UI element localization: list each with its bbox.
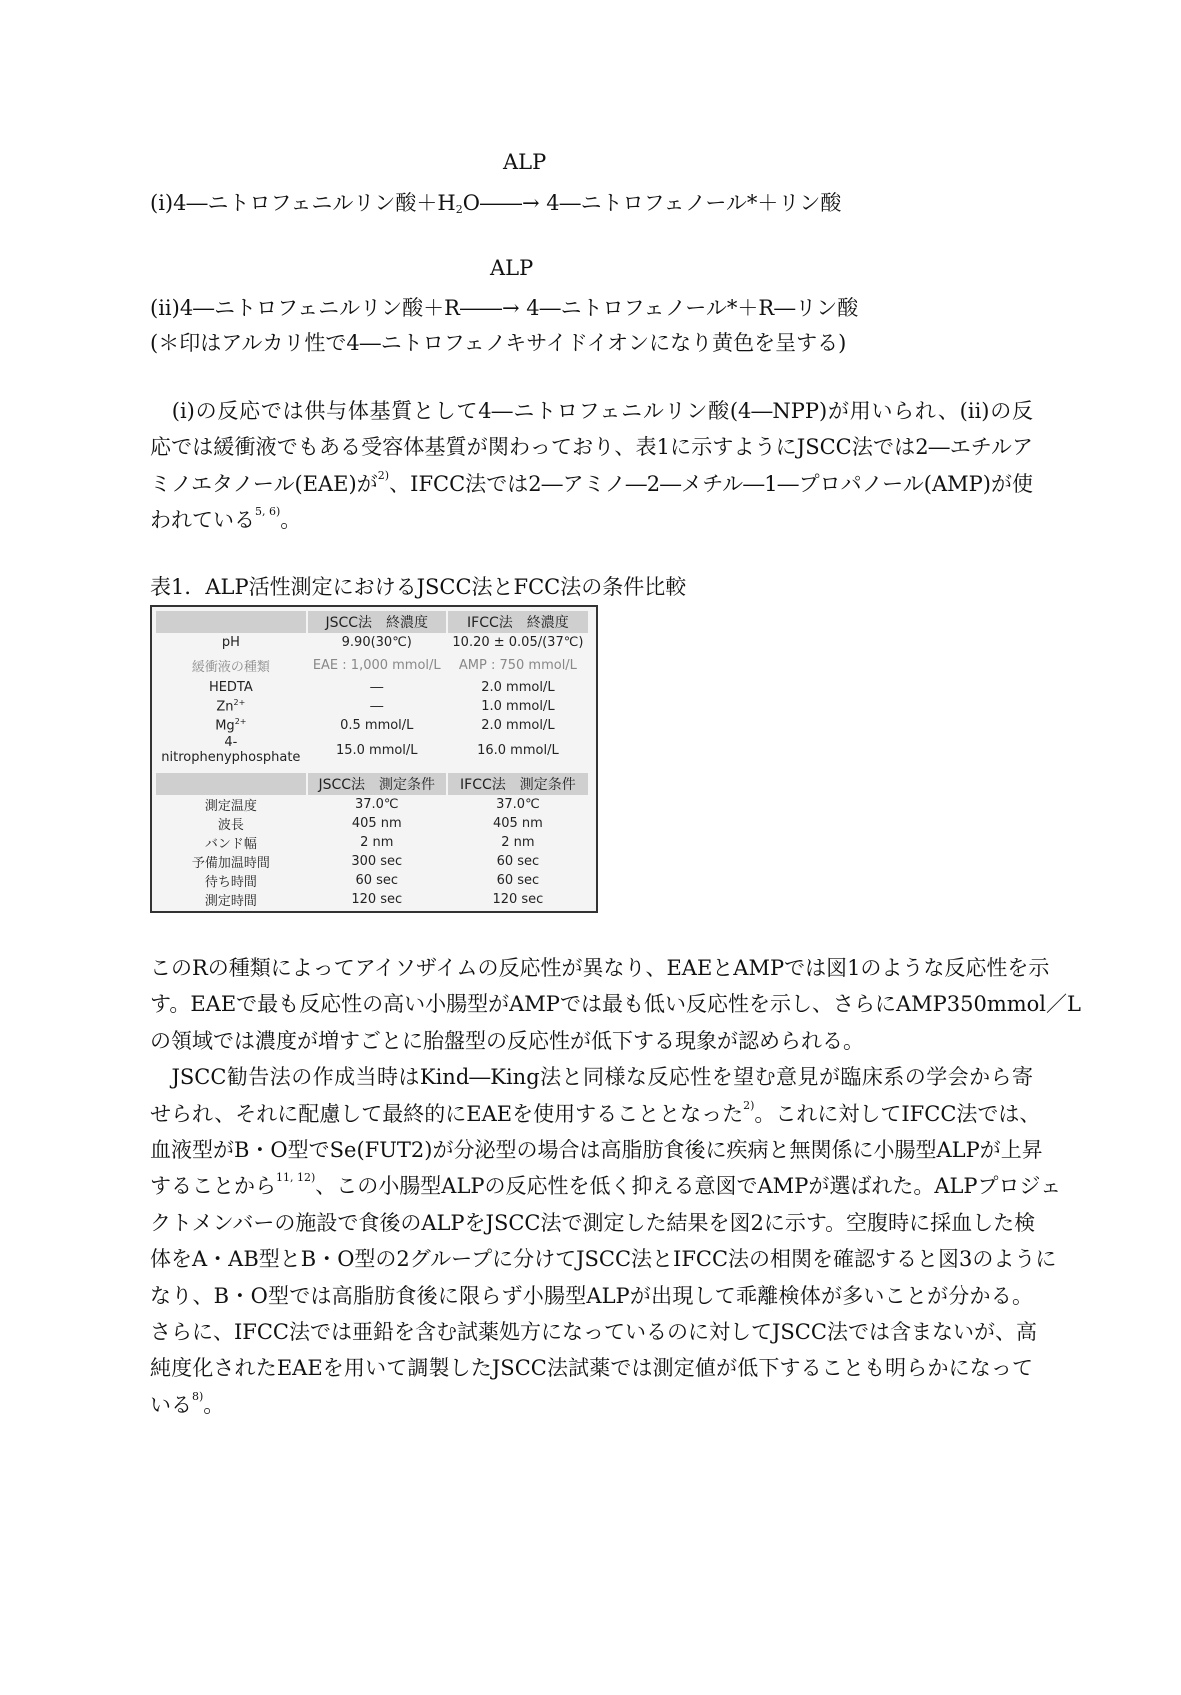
text-segment: せられ、それに配慮して最終的にEAEを使用することとなった: [150, 1101, 744, 1126]
text-segment: JSCC勧告法の作成当時はKind―King法と同様な反応性を望む意見が臨床系の学会から寄: [150, 1065, 1033, 1090]
table-row: [156, 716, 588, 735]
cell-text: 波長: [217, 818, 244, 833]
table-cell: [448, 735, 588, 765]
text-line: [150, 1096, 1041, 1132]
table-cell: [308, 814, 446, 833]
text-segment: ミノエタノール(EAE)が: [150, 471, 378, 496]
cell-text: ―: [370, 699, 384, 714]
cell-text: 37.0℃: [496, 797, 540, 812]
cell-text: 緩衝液の種類: [191, 659, 270, 675]
text-line: [150, 1168, 1062, 1204]
table-cell: [448, 890, 588, 909]
text-line: [150, 1132, 1043, 1168]
cell-text: 120 sec: [492, 892, 544, 907]
text-segment: 応では緩衝液でもある受容体基質が関わっており、表1に示すようにJSCC法では2―エチルア: [150, 435, 1033, 460]
text-line: [150, 1241, 1057, 1277]
cell-text: IFCC法 終濃度: [467, 615, 569, 631]
eq1-enzyme-label: ALP: [503, 150, 547, 174]
text-line: [150, 986, 1081, 1022]
text-line: [150, 429, 1033, 465]
equation-note: (＊印はアルカリ性で4―ニトロフェノキサイドイオンになり黄色を呈する): [150, 331, 847, 355]
cell-text: 2.0 mmol/L: [481, 680, 555, 695]
cell-text: 9.90(30℃): [341, 635, 412, 650]
table-cell: [308, 735, 446, 765]
table-cell: [156, 795, 306, 814]
table-row: [156, 633, 588, 652]
text-segment: さらに、IFCC法では亜鉛を含む試薬処方になっているのに対してJSCC法では含まないが、高: [150, 1320, 1037, 1344]
text-segment: することから: [150, 1174, 276, 1199]
cell-text: 60 sec: [496, 873, 540, 888]
cell-text: JSCC法 終濃度: [325, 615, 429, 631]
cell-text: Zn: [216, 699, 234, 715]
text-segment: なり、B・O型では高脂肪食後に限らず小腸型ALPが出現して乖離検体が多いことが分かる。: [150, 1283, 1033, 1308]
text-segment: 。: [203, 1392, 225, 1417]
comparison-table: [150, 605, 598, 913]
ion-charge: 2+: [234, 717, 247, 727]
cell-text: HEDTA: [208, 680, 253, 695]
cell-text: 60 sec: [496, 854, 540, 869]
text-line: [150, 1023, 1033, 1059]
table-cell: [156, 697, 306, 716]
text-segment: 体をA・AB型とB・O型の2グループに分けてJSCC法とIFCC法の相関を確認すると図3のように: [150, 1247, 1057, 1272]
reference-superscript: 8): [192, 1389, 204, 1403]
text-segment: いる: [150, 1392, 192, 1417]
text-segment: 、IFCC法では2―アミノ―2―メチル―1―プロパノール(AMP)が使: [389, 471, 1033, 496]
table-cell: [448, 716, 588, 735]
table-cell: [448, 773, 588, 795]
table-cell: [448, 833, 588, 852]
table-header-row: [156, 773, 588, 795]
text-segment: (i)の反応では供与体基質として4―ニトロフェニルリン酸(4―NPP)が用いられ、(ii)の反: [150, 399, 1033, 423]
text-segment: われている: [150, 508, 255, 533]
text-line: [150, 393, 1033, 429]
table-cell: [308, 871, 446, 890]
cell-text: 0.5 mmol/L: [340, 718, 414, 733]
table-row: [156, 852, 588, 871]
cell-text: 待ち時間: [204, 875, 257, 890]
text-line: [150, 1350, 1033, 1386]
text-segment: このRの種類によってアイソザイムの反応性が異なり、EAEとAMPでは図1のような反応性を示: [150, 956, 1050, 980]
text-segment: 血液型がB・O型でSe(FUT2)が分泌型の場合は高脂肪食後に疾病と無関係に小腸型ALPが上昇: [150, 1138, 1043, 1162]
cell-text: EAE : 1,000 mmol/L: [312, 657, 441, 673]
table-spacer: [156, 765, 588, 773]
table-row: [156, 697, 588, 716]
table-row: [156, 814, 588, 833]
table-cell: [448, 852, 588, 871]
table-row: [156, 652, 588, 678]
cell-text: 405 nm: [351, 816, 402, 831]
table-row: [156, 833, 588, 852]
eq1-right: O――→ 4―ニトロフェノール*＋リン酸: [462, 191, 842, 215]
reference-superscript: 2): [743, 1098, 755, 1112]
reference-superscript: 11, 12): [276, 1171, 316, 1185]
cell-text: 4-nitrophenyphosphate: [161, 735, 301, 765]
table-row: [156, 871, 588, 890]
text-segment: 、この小腸型ALPの反応性を低く抑える意図でAMPが選ばれた。ALPプロジェ: [315, 1174, 1062, 1199]
cell-text: 測定温度: [204, 799, 257, 814]
table-cell: [308, 633, 446, 652]
table-cell: [156, 871, 306, 890]
cell-text: 予備加温時間: [191, 856, 270, 871]
table-row: [156, 735, 588, 765]
table-cell: [308, 611, 446, 633]
eq2-enzyme-label: ALP: [490, 256, 534, 280]
cell-text: ―: [370, 680, 384, 695]
table-cell: [156, 833, 306, 852]
text-segment: 。これに対してIFCC法では、: [754, 1101, 1041, 1126]
equation-2: (ii)4―ニトロフェニルリン酸＋R――→ 4―ニトロフェノール*＋R―リン酸: [150, 296, 859, 320]
text-line: [150, 1205, 1036, 1241]
text-line: [150, 1314, 1037, 1350]
cell-text: 405 nm: [492, 816, 543, 831]
table-cell: [156, 611, 306, 633]
text-segment: 純度化されたEAEを用いて調製したJSCC法試薬では測定値が低下することも明らかになって: [150, 1356, 1033, 1381]
cell-text: IFCC法 測定条件: [460, 777, 576, 793]
table-row: [156, 795, 588, 814]
table-cell: [308, 678, 446, 697]
table-cell: [448, 633, 588, 652]
cell-text: バンド幅: [204, 837, 257, 852]
table-cell: [308, 890, 446, 909]
cell-text: 2 nm: [501, 835, 535, 850]
cell-text: JSCC法 測定条件: [318, 777, 436, 793]
table-cell: [308, 697, 446, 716]
table-cell: [308, 795, 446, 814]
text-line: [150, 502, 1033, 538]
table-cell: [308, 852, 446, 871]
table-cell: [156, 716, 306, 735]
cell-text: AMP : 750 mmol/L: [458, 657, 577, 673]
table-cell: [156, 852, 306, 871]
text-segment: クトメンバーの施設で食後のALPをJSCC法で測定した結果を図2に示す。空腹時に採血した検: [150, 1210, 1036, 1235]
table-cell: [308, 833, 446, 852]
table-cell: [448, 814, 588, 833]
table-cell: [308, 652, 446, 678]
table-cell: [308, 716, 446, 735]
cell-text: Mg: [215, 718, 235, 734]
text-segment: の領域では濃度が増すごとに胎盤型の反応性が低下する現象が認められる。: [150, 1028, 864, 1053]
text-line: [150, 950, 1050, 986]
text-segment: す。EAEで最も反応性の高い小腸型がAMPでは最も低い反応性を示し、さらにAMP350mmol／L: [150, 992, 1081, 1017]
cell-text: 10.20 ± 0.05/(37℃): [452, 635, 584, 650]
table-cell: [448, 678, 588, 697]
text-line: [150, 1059, 1033, 1095]
table-caption: 表1．ALP活性測定におけるJSCC法とFCC法の条件比較: [150, 575, 687, 599]
equation-1: [150, 185, 1033, 221]
table-cell: [156, 773, 306, 795]
cell-text: 37.0℃: [354, 797, 399, 812]
text-segment: 。: [280, 508, 302, 533]
table-row: [156, 678, 588, 697]
cell-text: 15.0 mmol/L: [335, 742, 418, 758]
cell-text: 300 sec: [351, 854, 403, 869]
table-cell: [308, 773, 446, 795]
table-cell: [156, 678, 306, 697]
cell-text: 16.0 mmol/L: [477, 742, 559, 758]
cell-text: 1.0 mmol/L: [481, 699, 555, 714]
table-cell: [448, 611, 588, 633]
ion-charge: 2+: [233, 698, 246, 708]
cell-text: 60 sec: [355, 873, 399, 888]
table-cell: [448, 652, 588, 678]
table-cell: [156, 652, 306, 678]
table-cell: [156, 814, 306, 833]
table-header-row: [156, 611, 588, 633]
eq1-subscript: 2: [455, 203, 463, 216]
cell-text: pH: [221, 635, 240, 650]
text-line: [150, 1387, 1033, 1423]
table-cell: [156, 890, 306, 909]
table-row: [156, 890, 588, 909]
text-line: [150, 1278, 1033, 1314]
reference-superscript: 5, 6): [255, 505, 281, 519]
cell-text: 測定時間: [204, 894, 257, 909]
table-cell: [156, 633, 306, 652]
eq1-left: (i)4―ニトロフェニルリン酸＋H: [150, 191, 456, 215]
table-cell: [448, 697, 588, 716]
table-cell: [448, 871, 588, 890]
cell-text: 2 nm: [360, 835, 394, 850]
text-line: [150, 466, 1033, 502]
table-cell: [448, 795, 588, 814]
reference-superscript: 2): [377, 468, 390, 482]
cell-text: 2.0 mmol/L: [481, 718, 555, 733]
cell-text: 120 sec: [351, 892, 403, 907]
table-cell: [156, 735, 306, 765]
